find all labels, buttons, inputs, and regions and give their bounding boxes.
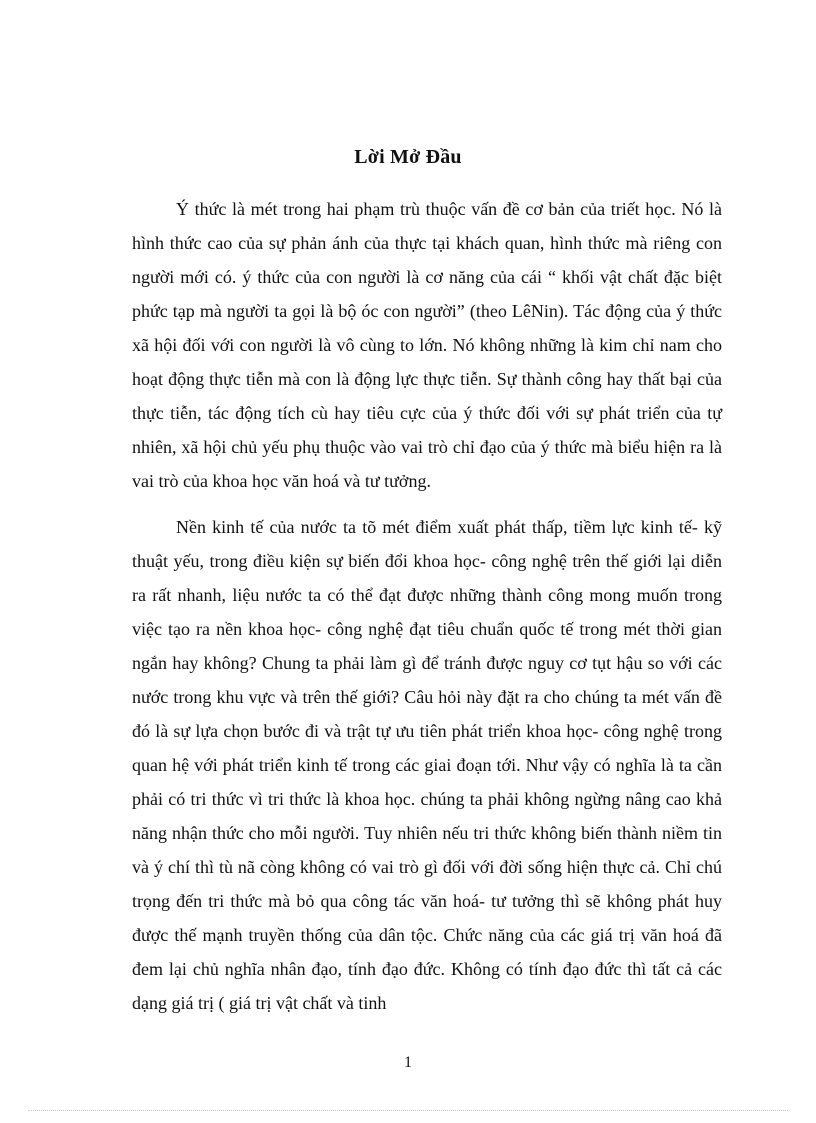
page-bottom-divider: [28, 1110, 788, 1111]
page-number: 1: [404, 1054, 412, 1071]
paragraph-economy: Nền kinh tế của nước ta tõ mét điểm xuất phát thấp, tiềm lực kinh tế- kỹ thuật yếu, trong điều kiện sự biến đổi khoa học- công nghệ trên thế giới lại diễn ra rất nhanh, liệu nước ta có thể đạt được những thành công mong muốn trong việc tạo ra nền khoa học- công nghệ đạt tiêu chuẩn quốc tế trong mét thời gian ngắn hay không? Chung ta phải làm gì để tránh được nguy cơ tụt hậu so với các nước trong khu vực và trên thế giới? Câu hỏi này đặt ra cho chúng ta mét vấn đề đó là sự lựa chọn bước đi và trật tự ưu tiên phát triển khoa học- công nghệ trong quan hệ với phát triển kinh tế trong các giai đoạn tới. Như vậy có nghĩa là ta cần phải có tri thức vì tri thức là khoa học. chúng ta phải không ngừng nâng cao khả năng nhận thức cho mỗi người. Tuy nhiên nếu tri thức không biến thành niềm tin và ý chí thì tù nã còng không có vai trò gì đối với đời sống hiện thực cả. Chỉ chú trọng đến tri thức mà bỏ qua công tác văn hoá- tư tưởng thì sẽ không phát huy được thế mạnh truyền thống của dân tộc. Chức năng của các giá trị văn hoá đã đem lại chủ nghĩa nhân đạo, tính đạo đức. Không có tính đạo đức thì tất cả các dạng giá trị ( giá trị vật chất và tinh: [132, 517, 722, 1013]
paragraph-intro: Ý thức là mét trong hai phạm trù thuộc vấn đề cơ bản của triết học. Nó là hình thức cao của sự phản ánh của thực tại khách quan, hình thức mà riêng con người mới có. ý thức của con người là cơ năng của cái “ khối vật chất đặc biệt phức tạp mà người ta gọi là bộ óc con người” (theo LêNin). Tác động của ý thức xã hội đối với con người là vô cùng to lớn. Nó không những là kim chỉ nam cho hoạt động thực tiễn mà con là động lực thực tiễn. Sự thành công hay thất bại của thực tiễn, tác động tích cù hay tiêu cực của ý thức đối với sự phát triển của tự nhiên, xã hội chủ yếu phụ thuộc vào vai trò chỉ đạo của ý thức mà biểu hiện ra là vai trò của khoa học văn hoá và tư tưởng.: [132, 199, 722, 491]
body-text: [132, 192, 722, 1020]
page-title: Lời Mở Đầu: [354, 146, 462, 168]
